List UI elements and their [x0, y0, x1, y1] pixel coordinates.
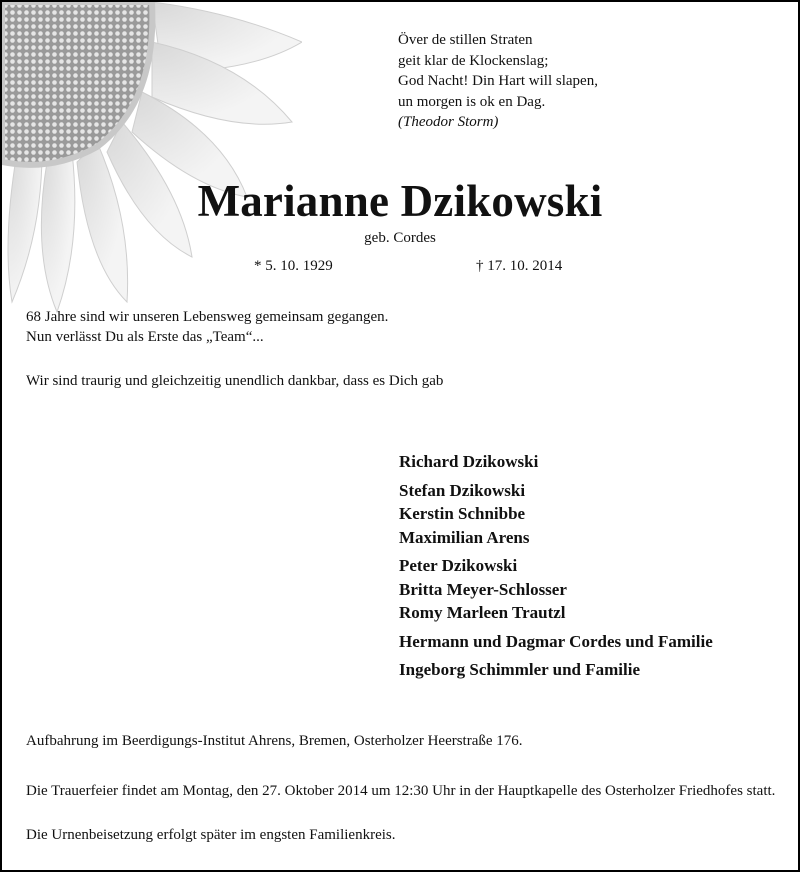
message-line: 68 Jahre sind wir unseren Lebensweg gemeinsam gegangen.: [26, 309, 389, 325]
mourner-name: Stefan Dzikowski: [399, 480, 526, 500]
poem-author: (Theodor Storm): [398, 114, 499, 130]
burial-info: Die Urnenbeisetzung erfolgt später im engsten Familienkreis.: [26, 827, 396, 843]
mourner-name: Romy Marleen Trautzl: [399, 603, 566, 622]
poem-line: geit klar de Klockenslag;: [398, 52, 549, 69]
birth-date: * 5. 10. 1929: [254, 258, 333, 274]
poem-line: un morgen is ok en Dag.: [398, 93, 546, 110]
mourner-group: [399, 479, 713, 550]
gratitude-line: Wir sind traurig und gleichzeitig unendlich dankbar, dass es Dich gab: [26, 373, 444, 389]
mourner-name: Hermann und Dagmar Cordes und Familie: [399, 631, 713, 651]
mourner-name: Britta Meyer-Schlosser: [399, 579, 567, 599]
mourner-group: [399, 630, 713, 654]
mourner-name: Ingeborg Schimmler und Familie: [399, 660, 640, 679]
mourner-group: [399, 658, 713, 682]
message: [26, 307, 388, 347]
poem-line: Över de stillen Straten: [398, 32, 533, 48]
mourner-group: [399, 450, 713, 474]
mourner-name: Kerstin Schnibbe: [399, 504, 526, 523]
poem: [398, 30, 598, 133]
poem-line: God Nacht! Din Hart will slapen,: [398, 73, 598, 89]
mourner-name: Peter Dzikowski: [399, 556, 518, 575]
maiden-name: geb. Cordes: [364, 230, 436, 246]
deceased-name: Marianne Dzikowski: [197, 176, 603, 226]
mourner-name: Richard Dzikowski: [399, 452, 539, 471]
death-date: † 17. 10. 2014: [476, 258, 563, 274]
mourner-name: Maximilian Arens: [399, 527, 530, 547]
service-info: Die Trauerfeier findet am Montag, den 27. Oktober 2014 um 12:30 Uhr in der Hauptkapelle des Osterholzer Friedhofes statt.: [26, 783, 776, 799]
viewing-info: Aufbahrung im Beerdigungs-Institut Ahrens, Bremen, Osterholzer Heerstraße 176.: [26, 733, 523, 749]
message-line: Nun verlässt Du als Erste das „Team“...: [26, 329, 264, 345]
mourners-list: [399, 450, 713, 687]
mourner-group: [399, 554, 713, 625]
